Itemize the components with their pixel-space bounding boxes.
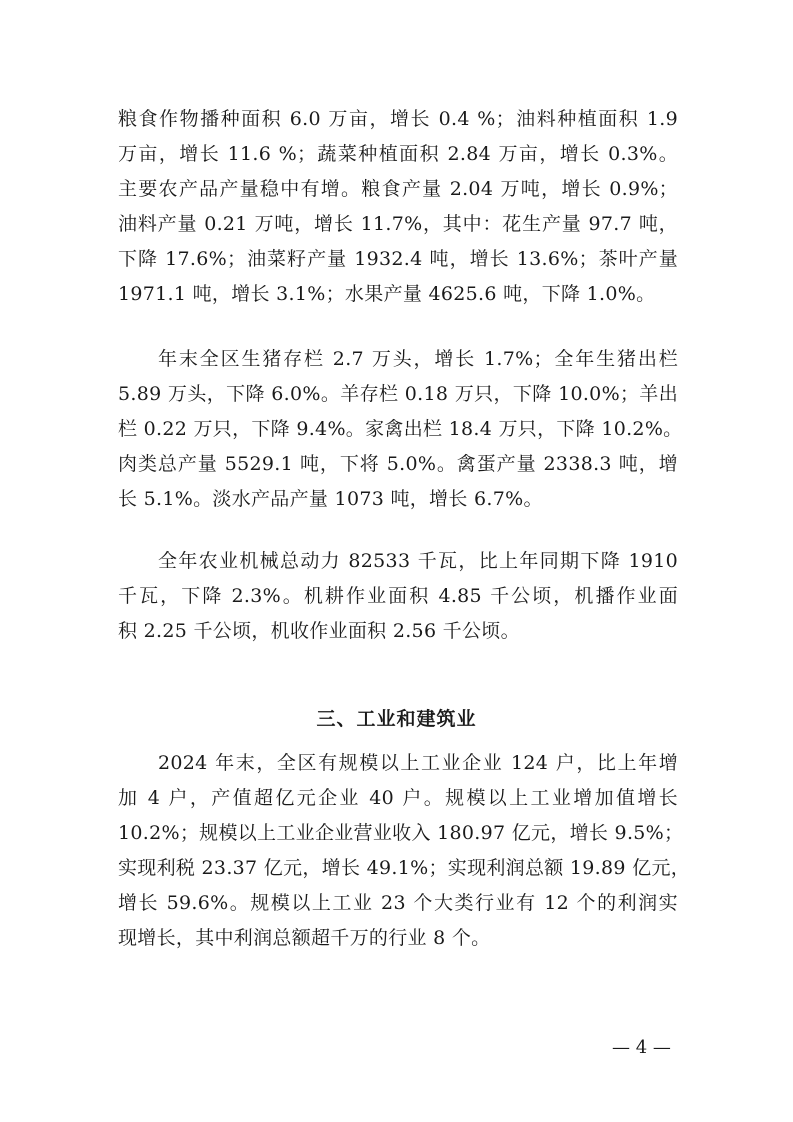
text-line: 万亩，增长 11.6 %；蔬菜种植面积 2.84 万亩，增长 0.3%。	[118, 143, 678, 165]
text-line: 实现利税 23.37 亿元，增长 49.1%；实现利润总额 19.89 亿元，	[118, 857, 691, 879]
text-line: 粮食作物播种面积 6.0 万亩，增长 0.4 %；油料种植面积 1.9	[118, 108, 678, 130]
text-line: 栏 0.22 万只，下降 9.4%。家禽出栏 18.4 万只，下降 10.2%。	[118, 418, 683, 440]
text-line: 增长 59.6%。规模以上工业 23 个大类行业有 12 个的利润实	[118, 892, 678, 914]
text-line: 肉类总产量 5529.1 吨，下将 5.0%。禽蛋产量 2338.3 吨，增	[118, 453, 678, 475]
text-line: 长 5.1%。淡水产品产量 1073 吨，增长 6.7%。	[118, 488, 543, 510]
text-line: 10.2%；规模以上工业企业营业收入 180.97 亿元，增长 9.5%；	[118, 822, 684, 844]
page-number: — 4 —	[612, 1037, 671, 1058]
paragraph-livestock	[118, 342, 683, 517]
paragraph-agriculture-crops	[118, 102, 678, 312]
text-line: 积 2.25 千公顷，机收作业面积 2.56 千公顷。	[118, 620, 520, 642]
text-line: 加 4 户，产值超亿元企业 40 户。规模以上工业增加值增长	[118, 787, 678, 809]
text-line: 下降 17.6%；油菜籽产量 1932.4 吨，增长 13.6%；茶叶产量	[118, 248, 678, 270]
section-heading: 三、工业和建筑业	[316, 708, 477, 730]
text-line: 现增长，其中利润总额超千万的行业 8 个。	[118, 927, 491, 949]
text-line: 主要农产品产量稳中有增。粮食产量 2.04 万吨，增长 0.9%；	[118, 178, 678, 200]
text-line: 5.89 万头，下降 6.0%。羊存栏 0.18 万只，下降 10.0%；羊出	[118, 383, 678, 405]
text-line: 1971.1 吨，增长 3.1%；水果产量 4625.6 吨，下降 1.0%。	[118, 283, 656, 305]
paragraph-industry	[118, 746, 691, 956]
paragraph-machinery	[118, 544, 678, 649]
text-line: 油料产量 0.21 万吨，增长 11.7%，其中：花生产量 97.7 吨，	[118, 213, 678, 235]
text-line: 千瓦，下降 2.3%。机耕作业面积 4.85 千公顷，机播作业面	[118, 585, 678, 607]
text-line: 全年农业机械总动力 82533 千瓦，比上年同期下降 1910	[158, 550, 678, 572]
text-line: 2024 年末，全区有规模以上工业企业 124 户，比上年增	[158, 752, 678, 774]
text-line: 年末全区生猪存栏 2.7 万头，增长 1.7%；全年生猪出栏	[158, 348, 678, 370]
